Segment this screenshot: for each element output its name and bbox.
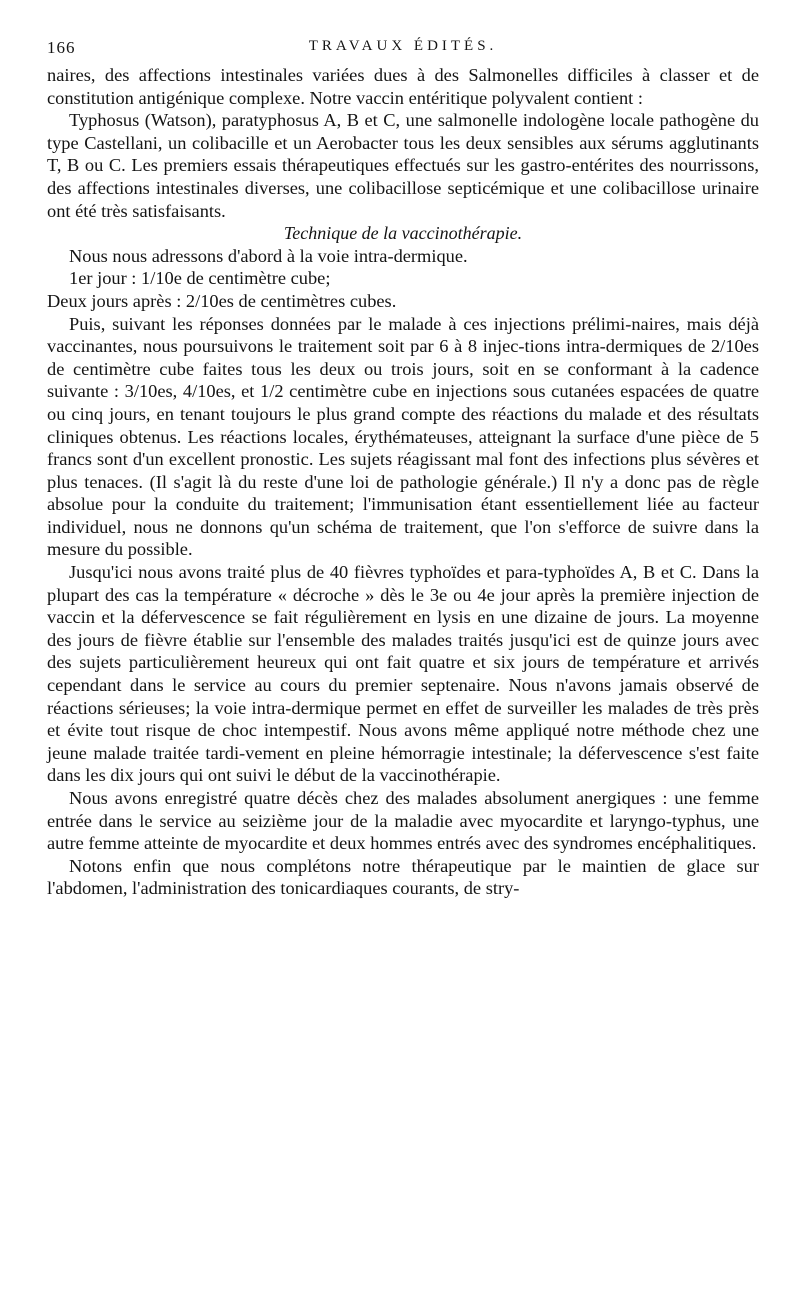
paragraph-deaths: Nous avons enregistré quatre décès chez des malades absolument anergiques : une femme entrée dans le service au seizième jour de la maladie avec myocardite et laryngo-typhus, une autre femme atteinte de myocardite et deux hommes entrés avec des syndromes encéphalitiques. — [47, 788, 759, 854]
dose-day-one: 1er jour : 1/10e de centimètre cube; — [69, 268, 331, 289]
page-number: 166 — [47, 38, 76, 57]
running-title: TRAVAUX ÉDITÉS. — [308, 38, 498, 54]
section-heading: Technique de la vaccinothérapie. — [283, 223, 523, 244]
paragraph-treatment-schedule: Puis, suivant les réponses données par le malade à ces injections prélimi-naires, mais déjà vaccinantes, nous poursuivons le traitement soit par 6 à 8 injec-tions intra-dermiques de 2/10es de centimètre cube faites tous les deux ou trois jours, soit en se conformant à la cadence suivante : 3/10es, 4/10es, et 1/2 centimètre cube en injections sous cutanées espacées de quatre ou cinq jours, en tenant toujours le plus grand compte des réactions du malade et des résultats cliniques obtenus. Les réactions locales, érythémateuses, atteignant la surface d'une pièce de 5 francs sont d'un excellent pronostic. Les sujets réagissant mal font des infections plus sévères et plus tenaces. (Il s'agit là du reste d'une loi de pathologie générale.) Il n'y a donc pas de règle absolue pour la conduite du traitement; l'immunisation étant essentiellement liée au facteur individuel, nous ne donnons qu'un schéma de traitement, que l'on s'efforce de suivre dans la mesure du possible. — [47, 313, 759, 560]
document-page — [47, 38, 759, 900]
paragraph-complementary-therapy: Notons enfin que nous complétons notre thérapeutique par le maintien de glace sur l'abdomen, l'administration des tonicardiaques courants, de stry- — [47, 855, 759, 899]
running-header — [47, 38, 759, 64]
paragraph-continuation: naires, des affections intestinales variées dues à des Salmonelles difficiles à classer et de constitution antigénique complexe. Notre vaccin entéritique polyvalent contient : — [47, 65, 759, 108]
paragraph-vaccine-composition: Typhosus (Watson), paratyphosus A, B et C, une salmonelle indologène locale pathogène du type Castellani, un colibacille et un Aerobacter tous les deux sensibles aux sérums agglutinants T, B ou C. Les premiers essais thérapeutiques effectués sur les gastro-entérites des nourrissons, des affections intestinales diverses, une colibacillose septicémique et une colibacillose urinaire ont été très satisfaisants. — [47, 110, 759, 221]
paragraph-results: Jusqu'ici nous avons traité plus de 40 fièvres typhoïdes et para-typhoïdes A, B et C. Dans la plupart des cas la température « décroche » dès le 3e ou 4e jour après la première injection de vaccin et la défervescence se fait régulièrement en lysis en une dizaine de jours. La moyenne des jours de fièvre établie sur l'ensemble des malades traités jusqu'ici est de quinze jours avec des sujets particulièrement heureux qui ont fait quatre et six jours de température et arrivés cependant dans le service au cours du premier septenaire. Nous n'avons jamais observé de réactions sérieuses; la voie intra-dermique permet en effet de surveiller les malades de très près et évite tout risque de choc intempestif. Nous avons même appliqué notre méthode chez une jeune malade traitée tardi-vement en pleine hémorragie intestinale; la défervescence s'est faite dans les dix jours qui ont suivi le début de la vaccinothérapie. — [47, 562, 759, 786]
paragraph-intradermal: Nous nous adressons d'abord à la voie intra-dermique. — [69, 245, 468, 266]
body-text — [47, 64, 759, 900]
dose-day-three: Deux jours après : 2/10es de centimètres cubes. — [47, 290, 397, 311]
